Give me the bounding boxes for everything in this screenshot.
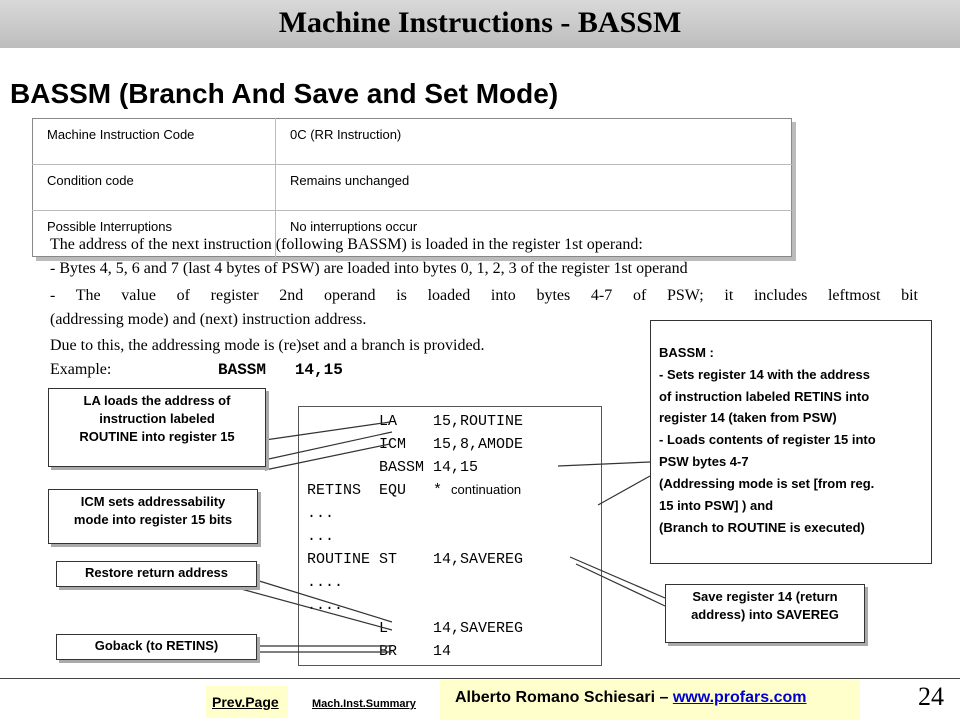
table-cell-value: 0C (RR Instruction) [276, 119, 792, 165]
connector-restore-2 [230, 586, 392, 630]
table-cell-label: Condition code [33, 165, 276, 211]
callout-la [48, 388, 266, 467]
explanation-line: (Branch to ROUTINE is executed) [659, 520, 865, 535]
explanation-line: BASSM : [659, 345, 714, 360]
callout-text: address) into SAVEREG [691, 607, 839, 622]
callout-text: mode into register 15 bits [73, 512, 233, 527]
connector-restore-1 [256, 580, 392, 622]
explanation-line: 15 into PSW] ) and [659, 498, 774, 513]
table-cell-label: Machine Instruction Code [33, 119, 276, 165]
code-line: .... [307, 574, 344, 591]
table-cell-value: No interruptions occur [290, 219, 418, 234]
code-line: BASSM 14,15 [307, 459, 479, 476]
author-banner [440, 680, 860, 720]
footer-divider [0, 678, 960, 679]
callout-text: Save register 14 (return [692, 589, 838, 604]
connector-icm-1 [265, 444, 390, 470]
callout-text: LA loads the address of [83, 393, 231, 408]
description-line-2: - Bytes 4, 5, 6 and 7 (last 4 bytes of PSW) are loaded into bytes 0, 1, 2, 3 of the register 1st operand [50, 260, 688, 277]
website-link[interactable]: www.profars.com [672, 689, 807, 706]
connector-save-2 [576, 564, 665, 606]
callout-text: instruction labeled [99, 411, 215, 426]
example-label: Example: [50, 361, 112, 378]
prev-page-link[interactable]: Prev.Page [212, 694, 279, 710]
code-line: L 14,SAVEREG [307, 620, 524, 637]
description-line-1: The address of the next instruction (following BASSM) is loaded in the register 1st operand: [50, 236, 643, 253]
explanation-line: of instruction labeled RETINS into [659, 389, 870, 404]
callout-text: ROUTINE into register 15 [79, 429, 235, 444]
author-name: Alberto Romano Schiesari – [455, 689, 673, 706]
table-cell-value: Remains unchanged [276, 165, 792, 211]
bassm-explanation-box [650, 320, 932, 564]
prev-page-button[interactable] [206, 686, 288, 718]
page-number: 24 [918, 682, 944, 711]
callout-restore: Restore return address [56, 561, 257, 587]
description-line-3b: (addressing mode) and (next) instruction address. [50, 311, 367, 328]
connector-right-2 [598, 476, 650, 505]
callout-goback: Goback (to RETINS) [56, 634, 257, 660]
code-line: ICM 15,8,AMODE [307, 436, 524, 453]
callout-icm [48, 489, 258, 544]
explanation-line: - Sets register 14 with the address [659, 367, 870, 382]
connector-la [265, 422, 390, 440]
connector-right-1 [558, 462, 650, 466]
explanation-line: PSW bytes 4-7 [659, 454, 749, 469]
explanation-line: (Addressing mode is set [from reg. [659, 476, 875, 491]
explanation-line: - Loads contents of register 15 into [659, 432, 876, 447]
explanation-line: register 14 (taken from PSW) [659, 410, 837, 425]
description-line-4: Due to this, the addressing mode is (re)set and a branch is provided. [50, 337, 485, 354]
code-line: ROUTINE ST 14,SAVEREG [307, 551, 524, 568]
table-cell-label: Possible Interruptions [33, 211, 276, 257]
callout-save [665, 584, 865, 643]
callout-text: ICM sets addressability [80, 494, 226, 509]
code-line: RETINS EQU * [307, 482, 443, 499]
summary-link[interactable]: Mach.Inst.Summary [312, 698, 416, 710]
code-line: .... [307, 597, 344, 614]
example-code: BASSM 14,15 [218, 361, 343, 379]
code-line: ... [307, 528, 335, 545]
section-subtitle: BASSM (Branch And Save and Set Mode) [10, 78, 559, 109]
code-comment: continuation [451, 482, 522, 497]
code-line: LA 15,ROUTINE [307, 413, 524, 430]
code-line: BR 14 [307, 643, 452, 660]
description-line-3a: - The value of register 2nd operand is loaded into bytes 4-7 of PSW; it includes leftmost bit [50, 287, 918, 304]
page-title: Machine Instructions - BASSM [278, 6, 682, 39]
code-line: ... [307, 505, 335, 522]
